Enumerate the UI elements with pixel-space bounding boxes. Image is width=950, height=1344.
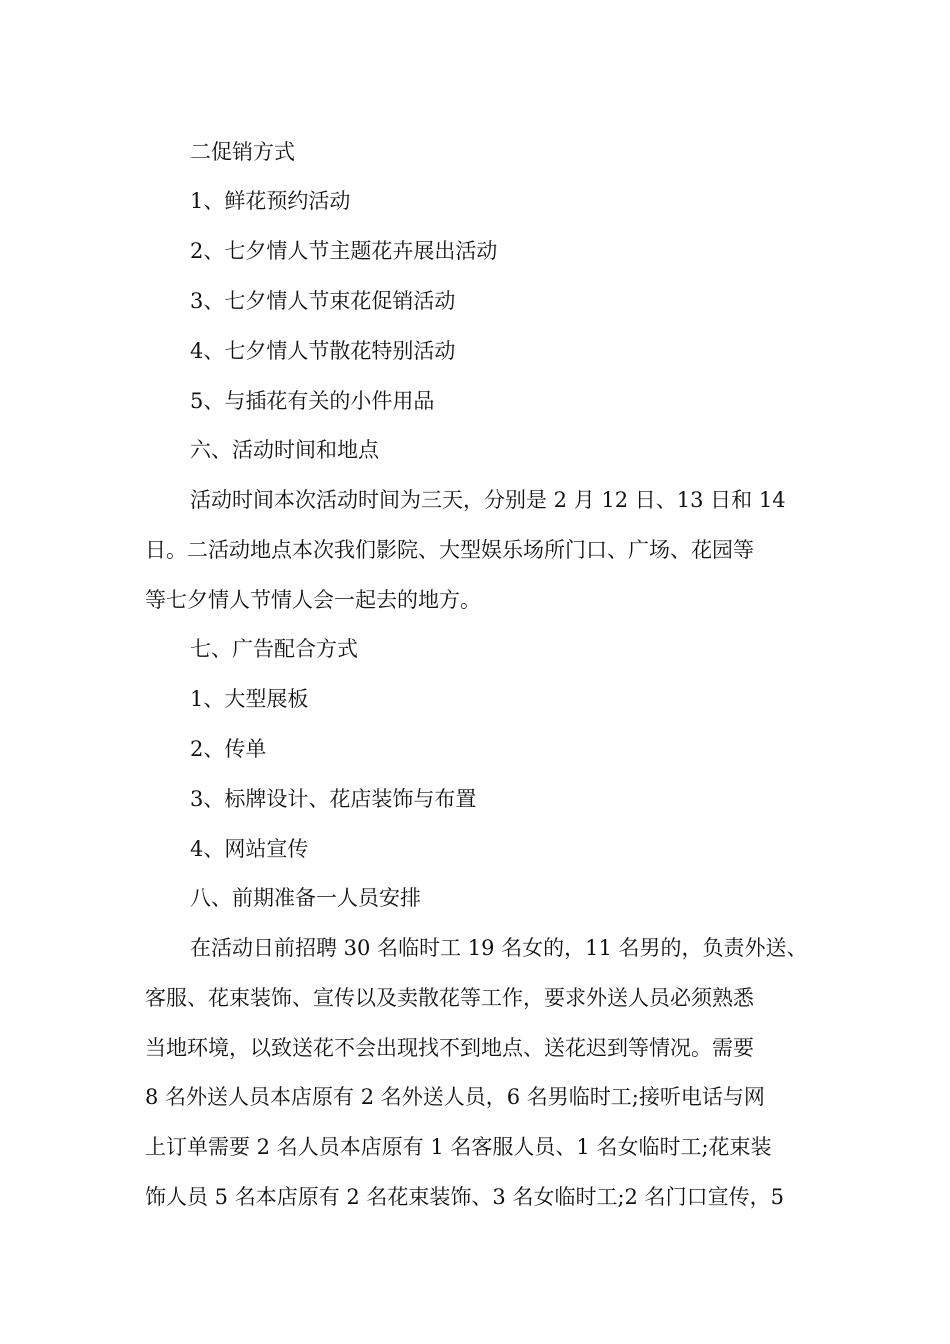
list-item: 4、网站宣传: [190, 837, 309, 861]
paragraph-line: 上订单需要 2 名人员本店原有 1 名客服人员、1 名女临时工;花束装: [145, 1135, 772, 1159]
section-heading-promotion: 二促销方式: [190, 140, 295, 164]
paragraph-line: 等七夕情人节情人会一起去的地方。: [145, 588, 481, 612]
paragraph-line: 当地环境，以致送花不会出现找不到地点、送花迟到等情况。需要: [145, 1036, 754, 1060]
paragraph-line: 8 名外送人员本店原有 2 名外送人员，6 名男临时工;接听电话与网: [145, 1085, 765, 1109]
paragraph-line: 日。二活动地点本次我们影院、大型娱乐场所门口、广场、花园等: [145, 538, 754, 562]
paragraph-line: 活动时间本次活动时间为三天，分别是 2 月 12 日、13 日和 14: [190, 488, 786, 512]
list-item: 1、大型展板: [190, 687, 309, 711]
section-heading-advertising: 七、广告配合方式: [190, 637, 358, 661]
list-item: 1、鲜花预约活动: [190, 189, 351, 213]
list-item: 2、传单: [190, 737, 267, 761]
list-item: 2、七夕情人节主题花卉展出活动: [190, 239, 498, 263]
section-heading-time-place: 六、活动时间和地点: [190, 438, 379, 462]
section-heading-preparation: 八、前期准备一人员安排: [190, 886, 421, 910]
paragraph-line: 饰人员 5 名本店原有 2 名花束装饰、3 名女临时工;2 名门口宣传，5: [145, 1185, 784, 1209]
list-item: 4、七夕情人节散花特别活动: [190, 339, 456, 363]
list-item: 5、与插花有关的小件用品: [190, 389, 435, 413]
list-item: 3、七夕情人节束花促销活动: [190, 289, 456, 313]
list-item: 3、标牌设计、花店装饰与布置: [190, 787, 477, 811]
paragraph-line: 客服、花束装饰、宣传以及卖散花等工作，要求外送人员必须熟悉: [145, 986, 754, 1010]
paragraph-line: 在活动日前招聘 30 名临时工 19 名女的，11 名男的，负责外送、: [190, 936, 808, 960]
